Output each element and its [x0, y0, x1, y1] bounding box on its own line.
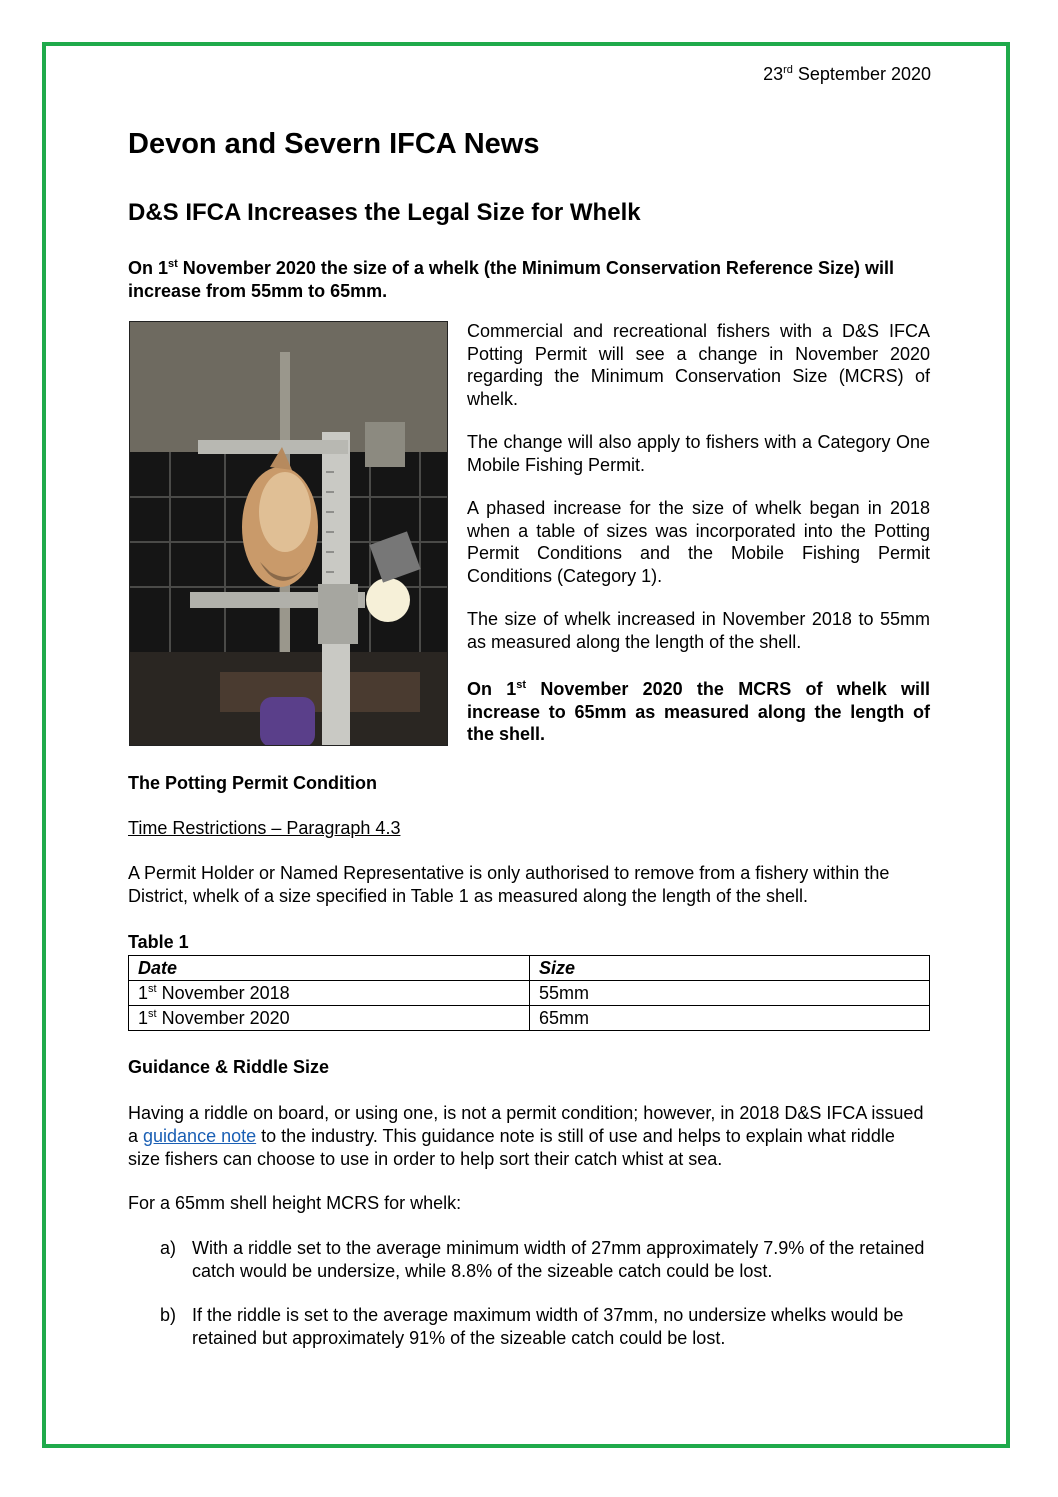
intro-paragraph-1: Commercial and recreational fishers with a D&S IFCA Potting Permit will see a change in November 2020 regarding the Minimum Conservation Size (MCRS) of whelk. [467, 321, 930, 409]
publication-date: 23rd September 2020 [763, 64, 931, 84]
table-row [129, 1006, 930, 1031]
intro-paragraph-5: On 1st November 2020 the MCRS of whelk will increase to 65mm as measured along the length of the shell. [467, 679, 930, 744]
list-item-text: If the riddle is set to the average maximum width of 37mm, no undersize whelks would be retained but approximately 91% of the sizeable catch could be lost. [192, 1305, 904, 1348]
list-item-text: With a riddle set to the average minimum width of 27mm approximately 7.9% of the retained catch would be undersize, while 8.8% of the sizeable catch could be lost. [192, 1238, 925, 1281]
whelk-measurement-photo [129, 321, 448, 746]
lead-paragraph: On 1st November 2020 the size of a whelk (the Minimum Conservation Reference Size) will increase from 55mm to 65mm. [128, 258, 894, 301]
table-cell-date: 1st November 2020 [129, 1006, 530, 1031]
intro-column [467, 320, 930, 767]
table-cell-size: 65mm [530, 1006, 930, 1031]
table-header-row [129, 956, 930, 981]
guidance-note-link[interactable]: guidance note [143, 1126, 257, 1146]
table-caption: Table 1 [128, 932, 189, 952]
size-table [128, 955, 930, 1031]
section-heading-potting-permit: The Potting Permit Condition [128, 773, 377, 793]
intro-paragraph-2: The change will also apply to fishers with a Category One Mobile Fishing Permit. [467, 432, 930, 475]
list-item [160, 1237, 930, 1283]
table-header-size: Size [530, 956, 930, 981]
list-marker: a) [160, 1238, 177, 1258]
intro-paragraph-3: A phased increase for the size of whelk began in 2018 when a table of sizes was incorporated into the Potting Permit Conditions and the Mobile Fishing Permit Conditions (Category 1). [467, 498, 930, 586]
list-marker: b) [160, 1305, 177, 1325]
article-headline: D&S IFCA Increases the Legal Size for Whelk [128, 199, 641, 226]
mcrs-intro-text: For a 65mm shell height MCRS for whelk: [128, 1193, 462, 1213]
table-row [129, 981, 930, 1006]
section-subheading-time-restrictions: Time Restrictions – Paragraph 4.3 [128, 818, 401, 838]
guidance-paragraph: Having a riddle on board, or using one, is not a permit condition; however, in 2018 D&S IFCA issued a guidance note to the industry. This guidance note is still of use and helps to explain what riddle size fishers can choose to use in order to help sort their catch whist at sea. [128, 1103, 924, 1169]
table-cell-size: 55mm [530, 981, 930, 1006]
table-cell-date: 1st November 2018 [129, 981, 530, 1006]
table-header-date: Date [129, 956, 530, 981]
intro-paragraph-4: The size of whelk increased in November 2018 to 55mm as measured along the length of the shell. [467, 609, 930, 652]
permit-condition-text: A Permit Holder or Named Representative is only authorised to remove from a fishery within the District, whelk of a size specified in Table 1 as measured along the length of the shell. [128, 863, 890, 906]
section-heading-guidance: Guidance & Riddle Size [128, 1057, 330, 1077]
page-title: Devon and Severn IFCA News [128, 128, 540, 160]
list-item [160, 1304, 930, 1350]
